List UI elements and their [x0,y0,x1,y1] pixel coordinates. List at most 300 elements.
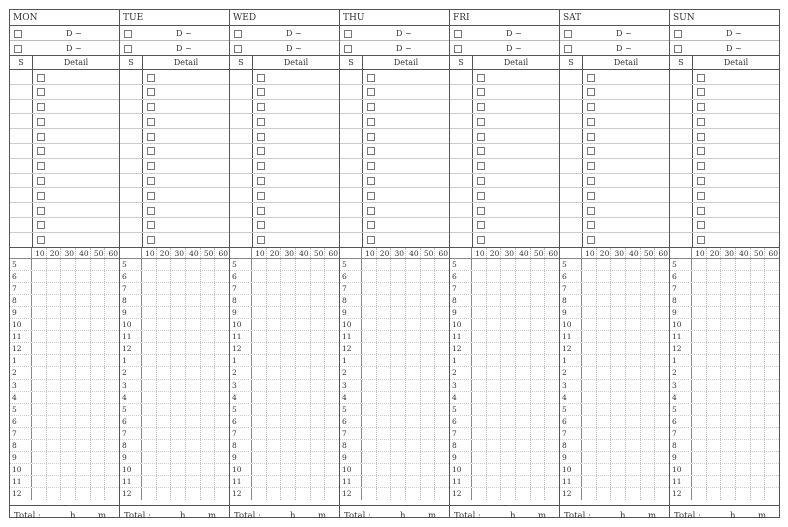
time-slot[interactable] [501,331,516,342]
time-slot[interactable] [186,367,201,378]
time-slot[interactable] [281,416,296,427]
detail-cell[interactable] [473,188,559,202]
status-cell[interactable] [560,100,583,114]
time-slot[interactable] [421,380,436,391]
time-slot[interactable] [531,476,546,487]
time-slot[interactable] [516,283,531,294]
detail-cell[interactable] [143,203,229,217]
time-slot[interactable] [325,367,339,378]
time-slot[interactable] [325,331,339,342]
task-checkbox[interactable] [587,236,595,244]
time-slot[interactable] [215,367,229,378]
detail-cell[interactable] [583,159,669,173]
status-cell[interactable] [340,188,363,202]
time-slot[interactable] [597,440,612,451]
task-checkbox[interactable] [257,221,265,229]
time-slot[interactable] [751,452,766,463]
status-cell[interactable] [560,159,583,173]
time-slot[interactable] [655,355,669,366]
time-slot[interactable] [501,295,516,306]
time-slot[interactable] [531,380,546,391]
task-checkbox[interactable] [477,162,485,170]
time-slot[interactable] [707,488,722,500]
detail-cell[interactable] [363,174,449,188]
time-slot[interactable] [76,428,91,439]
time-slot[interactable] [406,380,421,391]
task-checkbox[interactable] [697,162,705,170]
detail-cell[interactable] [583,144,669,158]
time-slot[interactable] [641,452,656,463]
time-slot[interactable] [736,343,751,354]
time-slot[interactable] [267,392,282,403]
time-slot[interactable] [311,259,326,270]
time-slot[interactable] [281,307,296,318]
time-slot[interactable] [751,404,766,415]
time-slot[interactable] [296,283,311,294]
status-cell[interactable] [10,203,33,217]
detail-cell[interactable] [473,203,559,217]
time-slot[interactable] [472,259,487,270]
time-slot[interactable] [215,259,229,270]
detail-cell[interactable] [143,114,229,128]
time-slot[interactable] [721,319,736,330]
time-slot[interactable] [472,319,487,330]
time-slot[interactable] [597,295,612,306]
detail-cell[interactable] [693,129,779,143]
time-slot[interactable] [406,488,421,500]
time-slot[interactable] [751,488,766,500]
time-slot[interactable] [655,464,669,475]
time-slot[interactable] [545,367,559,378]
time-slot[interactable] [215,464,229,475]
detail-cell[interactable] [253,129,339,143]
status-cell[interactable] [670,70,693,84]
time-slot[interactable] [252,343,267,354]
time-slot[interactable] [296,259,311,270]
status-cell[interactable] [670,129,693,143]
time-slot[interactable] [751,307,766,318]
time-slot[interactable] [267,440,282,451]
detail-cell[interactable] [363,70,449,84]
time-slot[interactable] [611,355,626,366]
time-slot[interactable] [142,416,157,427]
task-checkbox[interactable] [367,147,375,155]
detail-cell[interactable] [363,100,449,114]
status-cell[interactable] [230,129,253,143]
time-slot[interactable] [61,380,76,391]
time-slot[interactable] [406,295,421,306]
time-slot[interactable] [545,404,559,415]
time-slot[interactable] [736,295,751,306]
time-slot[interactable] [157,416,172,427]
time-slot[interactable] [516,464,531,475]
time-slot[interactable] [377,464,392,475]
time-slot[interactable] [377,392,392,403]
time-slot[interactable] [721,428,736,439]
time-slot[interactable] [655,271,669,282]
time-slot[interactable] [267,464,282,475]
time-slot[interactable] [391,440,406,451]
task-checkbox[interactable] [587,74,595,82]
detail-cell[interactable] [33,144,119,158]
task-checkbox[interactable] [147,207,155,215]
time-slot[interactable] [186,416,201,427]
time-slot[interactable] [736,331,751,342]
detail-cell[interactable] [143,233,229,247]
time-slot[interactable] [61,488,76,500]
time-slot[interactable] [421,355,436,366]
time-slot[interactable] [751,464,766,475]
task-checkbox[interactable] [367,74,375,82]
detail-cell[interactable] [693,174,779,188]
time-slot[interactable] [362,367,377,378]
time-slot[interactable] [626,307,641,318]
time-slot[interactable] [47,307,62,318]
time-slot[interactable] [311,476,326,487]
time-slot[interactable] [377,380,392,391]
task-checkbox[interactable] [587,207,595,215]
status-cell[interactable] [560,188,583,202]
time-slot[interactable] [252,319,267,330]
time-slot[interactable] [61,452,76,463]
time-slot[interactable] [531,440,546,451]
time-slot[interactable] [201,355,216,366]
status-cell[interactable] [230,233,253,247]
checkbox[interactable] [344,45,352,53]
time-slot[interactable] [281,343,296,354]
time-slot[interactable] [296,452,311,463]
time-slot[interactable] [736,464,751,475]
time-slot[interactable] [736,259,751,270]
time-slot[interactable] [142,428,157,439]
time-slot[interactable] [201,380,216,391]
time-slot[interactable] [296,343,311,354]
time-slot[interactable] [692,259,707,270]
time-slot[interactable] [142,343,157,354]
time-slot[interactable] [421,295,436,306]
task-checkbox[interactable] [697,133,705,141]
status-cell[interactable] [450,70,473,84]
time-slot[interactable] [655,452,669,463]
time-slot[interactable] [655,476,669,487]
status-cell[interactable] [10,144,33,158]
time-slot[interactable] [391,331,406,342]
time-slot[interactable] [435,464,449,475]
status-cell[interactable] [120,174,143,188]
time-slot[interactable] [91,343,106,354]
time-slot[interactable] [391,488,406,500]
time-slot[interactable] [516,488,531,500]
status-cell[interactable] [450,129,473,143]
time-slot[interactable] [472,404,487,415]
time-slot[interactable] [582,380,597,391]
time-slot[interactable] [171,259,186,270]
time-slot[interactable] [641,283,656,294]
time-slot[interactable] [472,343,487,354]
time-slot[interactable] [487,392,502,403]
time-slot[interactable] [171,440,186,451]
time-slot[interactable] [707,271,722,282]
time-slot[interactable] [597,259,612,270]
time-slot[interactable] [325,404,339,415]
time-slot[interactable] [186,392,201,403]
time-slot[interactable] [377,331,392,342]
time-slot[interactable] [582,404,597,415]
time-slot[interactable] [171,452,186,463]
task-checkbox[interactable] [147,192,155,200]
time-slot[interactable] [721,331,736,342]
time-slot[interactable] [692,488,707,500]
time-slot[interactable] [281,404,296,415]
status-cell[interactable] [230,85,253,99]
time-slot[interactable] [267,295,282,306]
time-slot[interactable] [91,416,106,427]
task-checkbox[interactable] [477,177,485,185]
time-slot[interactable] [721,355,736,366]
time-slot[interactable] [765,488,779,500]
time-slot[interactable] [267,380,282,391]
time-slot[interactable] [406,283,421,294]
time-slot[interactable] [61,259,76,270]
time-slot[interactable] [501,428,516,439]
status-cell[interactable] [340,114,363,128]
time-slot[interactable] [641,440,656,451]
time-slot[interactable] [91,440,106,451]
time-slot[interactable] [61,476,76,487]
time-slot[interactable] [47,319,62,330]
time-slot[interactable] [296,380,311,391]
time-slot[interactable] [105,416,119,427]
time-slot[interactable] [186,476,201,487]
time-slot[interactable] [692,331,707,342]
status-cell[interactable] [120,159,143,173]
time-slot[interactable] [487,367,502,378]
time-slot[interactable] [91,271,106,282]
time-slot[interactable] [421,452,436,463]
status-cell[interactable] [10,100,33,114]
time-slot[interactable] [142,283,157,294]
status-cell[interactable] [10,233,33,247]
time-slot[interactable] [91,367,106,378]
time-slot[interactable] [76,392,91,403]
time-slot[interactable] [487,283,502,294]
time-slot[interactable] [751,343,766,354]
time-slot[interactable] [531,307,546,318]
time-slot[interactable] [597,392,612,403]
time-slot[interactable] [707,440,722,451]
time-slot[interactable] [721,452,736,463]
time-slot[interactable] [157,392,172,403]
detail-cell[interactable] [473,174,559,188]
time-slot[interactable] [215,271,229,282]
time-slot[interactable] [76,259,91,270]
time-slot[interactable] [765,367,779,378]
time-slot[interactable] [171,331,186,342]
status-cell[interactable] [450,188,473,202]
time-slot[interactable] [186,464,201,475]
time-slot[interactable] [281,452,296,463]
time-slot[interactable] [252,464,267,475]
task-checkbox[interactable] [697,177,705,185]
time-slot[interactable] [545,380,559,391]
time-slot[interactable] [142,367,157,378]
time-slot[interactable] [487,452,502,463]
time-slot[interactable] [516,404,531,415]
time-slot[interactable] [655,380,669,391]
time-slot[interactable] [311,283,326,294]
time-slot[interactable] [325,428,339,439]
detail-cell[interactable] [583,174,669,188]
time-slot[interactable] [692,476,707,487]
time-slot[interactable] [61,367,76,378]
task-checkbox[interactable] [147,177,155,185]
time-slot[interactable] [47,404,62,415]
time-slot[interactable] [721,271,736,282]
task-checkbox[interactable] [147,162,155,170]
time-slot[interactable] [406,452,421,463]
time-slot[interactable] [692,428,707,439]
time-slot[interactable] [531,283,546,294]
time-slot[interactable] [215,295,229,306]
detail-cell[interactable] [363,233,449,247]
detail-cell[interactable] [253,159,339,173]
time-slot[interactable] [157,319,172,330]
time-slot[interactable] [252,392,267,403]
task-checkbox[interactable] [257,147,265,155]
time-slot[interactable] [311,440,326,451]
time-slot[interactable] [435,416,449,427]
time-slot[interactable] [707,416,722,427]
checkbox[interactable] [234,30,242,38]
time-slot[interactable] [91,355,106,366]
time-slot[interactable] [692,452,707,463]
time-slot[interactable] [362,380,377,391]
task-checkbox[interactable] [367,88,375,96]
time-slot[interactable] [32,343,47,354]
time-slot[interactable] [545,464,559,475]
time-slot[interactable] [641,331,656,342]
task-checkbox[interactable] [697,103,705,111]
time-slot[interactable] [736,452,751,463]
time-slot[interactable] [391,392,406,403]
task-checkbox[interactable] [147,133,155,141]
time-slot[interactable] [406,464,421,475]
time-slot[interactable] [501,355,516,366]
time-slot[interactable] [377,319,392,330]
time-slot[interactable] [531,464,546,475]
time-slot[interactable] [611,440,626,451]
time-slot[interactable] [47,343,62,354]
task-checkbox[interactable] [367,133,375,141]
time-slot[interactable] [171,416,186,427]
time-slot[interactable] [281,295,296,306]
detail-cell[interactable] [33,188,119,202]
time-slot[interactable] [641,464,656,475]
time-slot[interactable] [751,476,766,487]
time-slot[interactable] [707,295,722,306]
status-cell[interactable] [10,70,33,84]
time-slot[interactable] [736,380,751,391]
time-slot[interactable] [501,416,516,427]
time-slot[interactable] [267,283,282,294]
time-slot[interactable] [76,404,91,415]
detail-cell[interactable] [583,100,669,114]
time-slot[interactable] [391,259,406,270]
status-cell[interactable] [560,85,583,99]
time-slot[interactable] [421,259,436,270]
time-slot[interactable] [501,392,516,403]
time-slot[interactable] [61,343,76,354]
time-slot[interactable] [47,464,62,475]
task-checkbox[interactable] [587,88,595,96]
time-slot[interactable] [611,464,626,475]
time-slot[interactable] [325,307,339,318]
time-slot[interactable] [61,428,76,439]
time-slot[interactable] [435,331,449,342]
time-slot[interactable] [531,343,546,354]
time-slot[interactable] [281,392,296,403]
time-slot[interactable] [516,380,531,391]
time-slot[interactable] [91,331,106,342]
time-slot[interactable] [267,488,282,500]
detail-cell[interactable] [363,129,449,143]
detail-cell[interactable] [33,70,119,84]
time-slot[interactable] [641,404,656,415]
task-checkbox[interactable] [587,221,595,229]
time-slot[interactable] [765,295,779,306]
time-slot[interactable] [487,380,502,391]
task-checkbox[interactable] [587,177,595,185]
time-slot[interactable] [47,367,62,378]
time-slot[interactable] [435,283,449,294]
time-slot[interactable] [252,452,267,463]
time-slot[interactable] [281,271,296,282]
status-cell[interactable] [560,203,583,217]
task-checkbox[interactable] [147,103,155,111]
time-slot[interactable] [582,464,597,475]
task-checkbox[interactable] [37,103,45,111]
time-slot[interactable] [142,319,157,330]
time-slot[interactable] [765,380,779,391]
time-slot[interactable] [531,488,546,500]
time-slot[interactable] [171,464,186,475]
time-slot[interactable] [311,331,326,342]
time-slot[interactable] [611,271,626,282]
time-slot[interactable] [692,319,707,330]
time-slot[interactable] [105,488,119,500]
time-slot[interactable] [626,319,641,330]
time-slot[interactable] [531,428,546,439]
time-slot[interactable] [516,452,531,463]
time-slot[interactable] [76,271,91,282]
time-slot[interactable] [91,464,106,475]
time-slot[interactable] [252,295,267,306]
status-cell[interactable] [670,144,693,158]
time-slot[interactable] [91,488,106,500]
time-slot[interactable] [472,488,487,500]
task-checkbox[interactable] [367,118,375,126]
time-slot[interactable] [76,476,91,487]
time-slot[interactable] [296,488,311,500]
time-slot[interactable] [311,295,326,306]
time-slot[interactable] [597,464,612,475]
time-slot[interactable] [142,271,157,282]
time-slot[interactable] [751,355,766,366]
time-slot[interactable] [142,355,157,366]
time-slot[interactable] [516,331,531,342]
time-slot[interactable] [47,355,62,366]
time-slot[interactable] [362,476,377,487]
